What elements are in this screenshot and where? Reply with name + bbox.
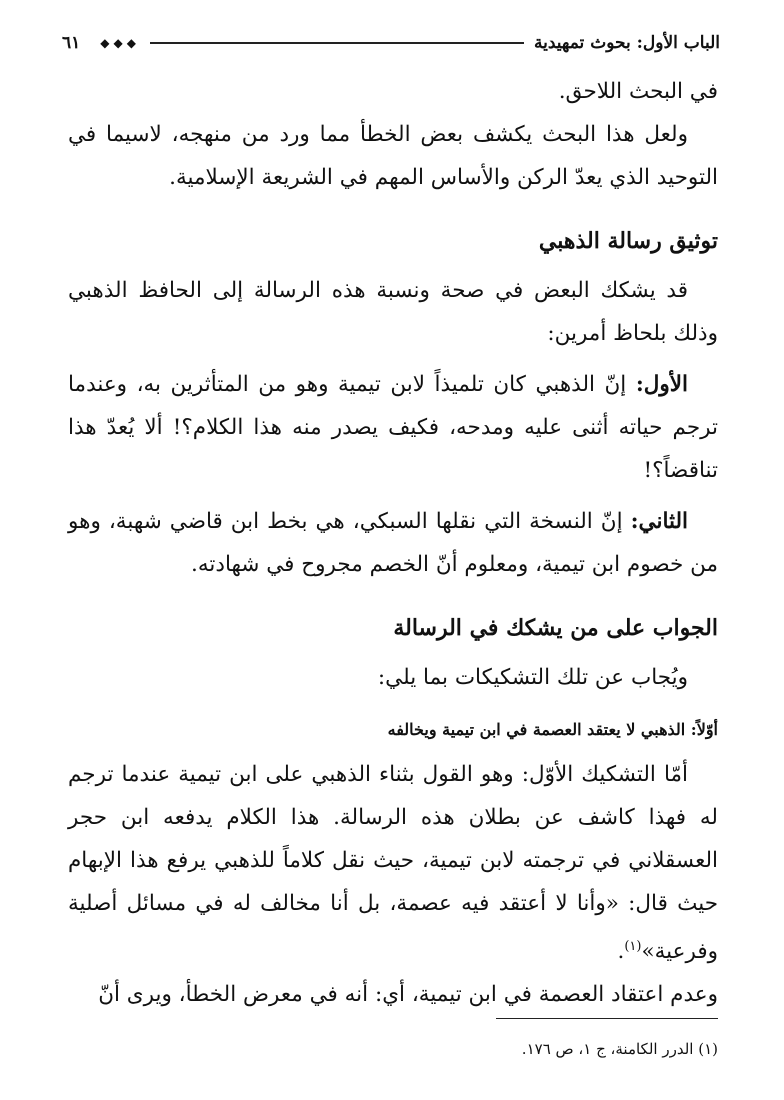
paragraph-7 [68,753,718,973]
paragraph-4 [68,363,718,492]
paragraph-5-text: إنّ النسخة التي نقلها السبكي، هي بخط ابن قاضي شهبة، وهو من خصوم ابن تيمية، ومعلوم أنّ الخصم مجروح في شهادته. [68,509,718,577]
header-rule [150,42,524,44]
subsection-heading-first: أوّلاً: الذهبي لا يعتقد العصمة في ابن تيمية ويخالفه [387,720,718,739]
paragraph-7-end: . [617,939,625,965]
paragraph-3: قد يشكك البعض في صحة ونسبة هذه الرسالة إلى الحافظ الذهبي وذلك بلحاظ أمرين: [68,278,718,346]
page-body [68,70,718,1016]
footnote-divider [496,1018,718,1019]
footnote: (١) الدرر الكامنة، ج ١، ص ١٧٦. [521,1040,718,1058]
paragraph-5-lead: الثاني: [630,509,689,534]
diamond-ornament-icon: ◆◆◆ [100,36,140,50]
paragraph-8: وعدم اعتقاد العصمة في ابن تيمية، أي: أنه في معرض الخطأ، ويرى أنّ [98,982,718,1008]
paragraph-4-text: إنّ الذهبي كان تلميذاً لابن تيمية وهو من المتأثرين به، وعندما ترجم حياته أثنى عليه ومدحه، فكيف يصدر منه هذا الكلام؟! ألا يُعدّ هذا تناقضاً؟! [68,372,718,483]
section-heading-documentation: توثيق رسالة الذهبي [538,228,718,254]
paragraph-7-text: أمّا التشكيك الأوّل: وهو القول بثناء الذهبي على ابن تيمية عندما ترجم له فهذا كاشف عن بطلان هذه الرسالة. هذا الكلام يدفعه ابن حجر العسقلاني في ترجمته لابن تيمية، حيث نقل كلاماً للذهبي يرفع هذا الإبهام حيث قال: «وأنا لا أعتقد فيه عصمة، بل أنا مخالف له في مسائل أصلية وفرعية» [68,762,718,965]
page-header [62,28,720,58]
paragraph-2: ولعل هذا البحث يكشف بعض الخطأ مما ورد من منهجه، لاسيما في التوحيد الذي يعدّ الركن والأساس المهم في الشريعة الإسلامية. [68,122,718,190]
paragraph-1: في البحث اللاحق. [558,79,718,104]
page-number: ٦١ [62,33,81,53]
footnote-ref[interactable]: (١) [624,939,642,954]
running-title: الباب الأول: بحوث تمهيدية [533,33,720,53]
paragraph-4-lead: الأول: [635,372,688,397]
paragraph-5 [68,500,718,586]
paragraph-6: ويُجاب عن تلك التشكيكات بما يلي: [377,665,688,690]
section-heading-answer: الجواب على من يشكك في الرسالة [393,615,718,641]
